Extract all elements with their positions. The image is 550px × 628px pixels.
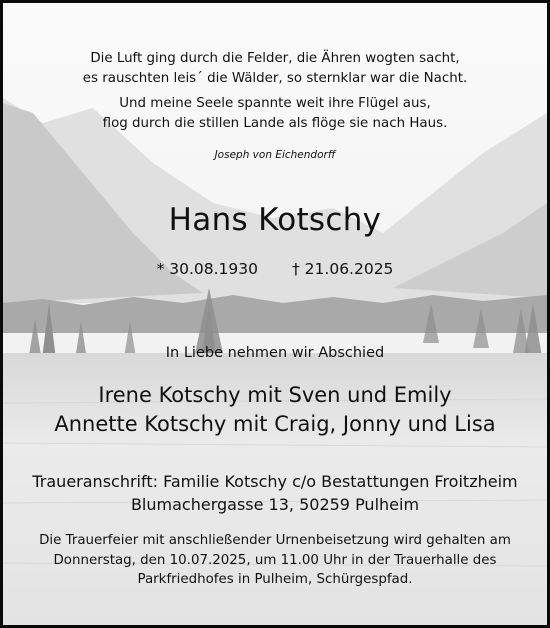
poem-line: flog durch die stillen Lande als flöge sie nach Haus. — [102, 116, 448, 131]
farewell-line: In Liebe nehmen wir Abschied — [165, 345, 385, 361]
mourners-list — [3, 381, 547, 439]
service-line: Donnerstag, den 10.07.2025, um 11.00 Uhr in der Trauerhalle des — [53, 552, 497, 568]
poem — [3, 49, 547, 134]
mourning-address — [3, 470, 547, 516]
service-line: Die Trauerfeier mit anschließender Urnenbeisetzung wird gehalten am — [39, 533, 511, 548]
mourner-family: Annette Kotschy mit Craig, Jonny und Lisa — [54, 412, 496, 436]
life-dates — [3, 260, 547, 278]
service-line: Parkfriedhofes in Pulheim, Schürgespfad. — [137, 572, 413, 587]
address-line: Traueranschrift: Familie Kotschy c/o Bestattungen Froitzheim — [32, 472, 518, 491]
notice-content — [3, 3, 547, 625]
mourner-family: Irene Kotschy mit Sven und Emily — [98, 383, 452, 407]
poem-line: Die Luft ging durch die Felder, die Ähren wogten sacht, — [90, 51, 460, 66]
birth-date: * 30.08.1930 — [156, 260, 258, 278]
poem-line: Und meine Seele spannte weit ihre Flügel aus, — [119, 96, 431, 111]
deceased-name: Hans Kotschy — [168, 202, 382, 238]
poem-stanza — [3, 94, 547, 134]
poem-author: Joseph von Eichendorff — [214, 149, 336, 161]
death-date: † 21.06.2025 — [292, 260, 394, 278]
poem-stanza — [3, 49, 547, 89]
funeral-service-info — [3, 531, 547, 590]
poem-line: es rauschten leis´ die Wälder, so sternklar war die Nacht. — [82, 71, 468, 86]
address-line: Blumachergasse 13, 50259 Pulheim — [130, 495, 420, 514]
